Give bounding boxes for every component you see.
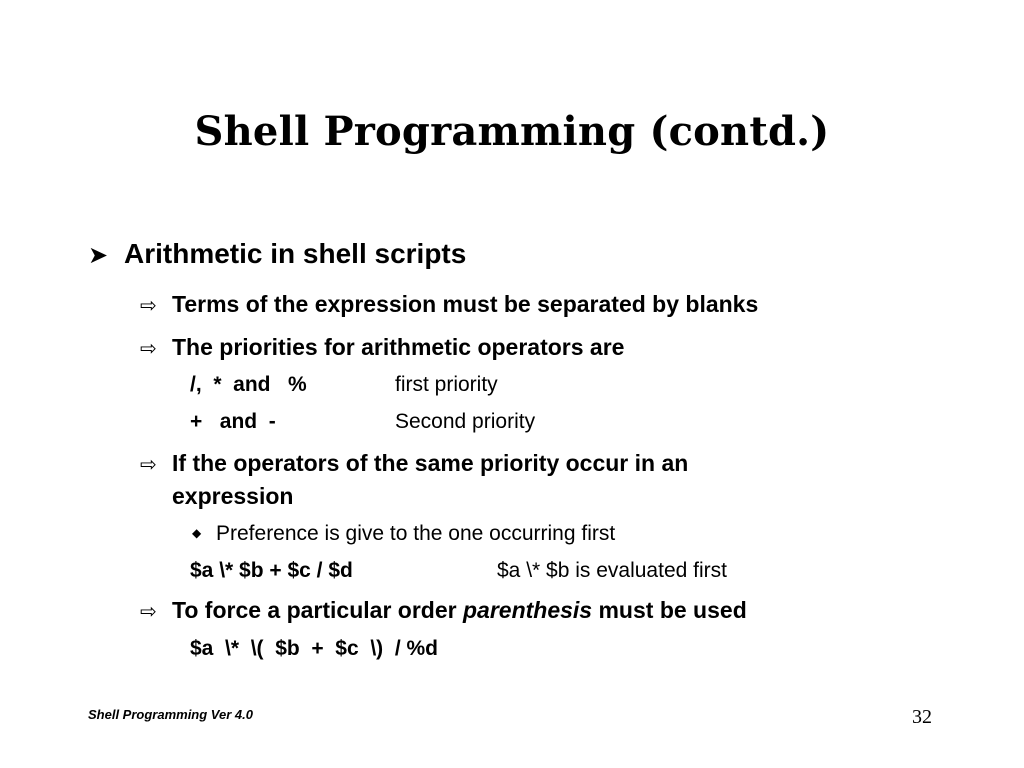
preference-point-text: Preference is give to the one occurring first xyxy=(216,522,616,545)
sub-bullet-2 xyxy=(140,334,624,361)
hollow-arrow-icon: ⇨ xyxy=(140,338,157,360)
sub-bullet-2-text: The priorities for arithmetic operators are xyxy=(172,334,625,360)
sub-bullet-4-text-before: To force a particular order xyxy=(172,597,463,623)
sub-bullet-3-text-line2: expression xyxy=(172,483,294,509)
sub-bullet-3 xyxy=(140,450,688,477)
sub-bullet-4-text-after: must be used xyxy=(592,597,747,623)
sub-bullet-4-emphasis: parenthesis xyxy=(462,597,593,623)
footer-text: Shell Programming Ver 4.0 xyxy=(88,707,253,722)
preference-point xyxy=(192,522,615,546)
priority-ops-1: /, * and % xyxy=(190,373,307,396)
slide-title: Shell Programming (contd.) xyxy=(194,108,830,155)
page-number: 32 xyxy=(912,706,932,728)
example-1-note: $a \* $b is evaluated first xyxy=(497,559,727,582)
sub-bullet-3-text-line1: If the operators of the same priority occur in an xyxy=(172,450,689,476)
sub-bullet-4 xyxy=(140,597,747,624)
priority-desc-1: first priority xyxy=(395,373,498,396)
main-bullet-text: Arithmetic in shell scripts xyxy=(124,238,467,269)
sub-bullet-1 xyxy=(140,291,758,318)
priority-desc-2: Second priority xyxy=(395,410,536,433)
hollow-arrow-icon: ⇨ xyxy=(140,295,157,317)
hollow-arrow-icon: ⇨ xyxy=(140,601,157,623)
hollow-arrow-icon: ⇨ xyxy=(140,454,157,476)
example-1-expression: $a \* $b + $c / $d xyxy=(190,559,353,582)
example-2-expression: $a \* \( $b + $c \) / %d xyxy=(190,637,439,660)
sub-bullet-1-text: Terms of the expression must be separated by blanks xyxy=(172,291,759,317)
arrowhead-bullet-icon: ➤ xyxy=(88,242,109,269)
diamond-icon: ◆ xyxy=(192,526,202,540)
main-bullet xyxy=(88,238,466,270)
priority-ops-2: + and - xyxy=(190,410,276,433)
